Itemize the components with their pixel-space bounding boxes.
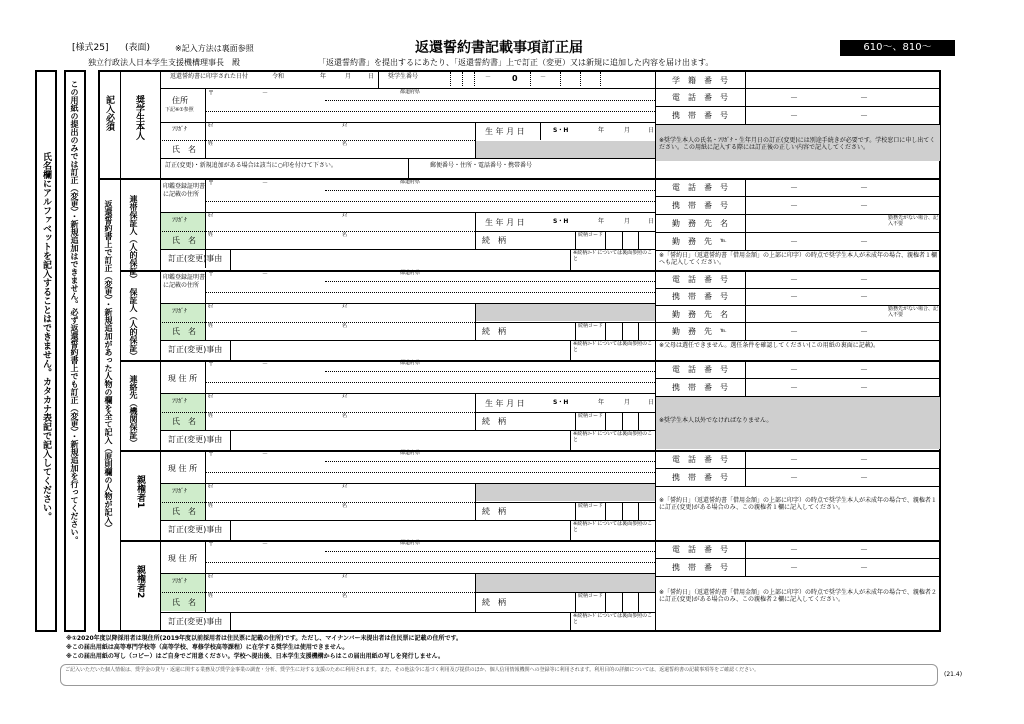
form-number: [様式25] <box>72 43 109 53</box>
relcode-label: 続柄コード <box>578 593 604 599</box>
sei-label: ｾｲ <box>208 304 214 310</box>
postal-mark: 〒 <box>208 90 215 97</box>
dash: － <box>860 237 868 246</box>
alphabet-note: 氏名欄にアルファベットを記入することはできません。カタカナ表記で記入してください。 <box>41 152 51 521</box>
work-note: 勤務先がない場合、記入不要 <box>888 306 939 318</box>
relcode-note: ※続柄ｺｰﾄﾞについては裏面参照のこと <box>573 341 653 353</box>
dash: － <box>262 271 269 278</box>
dash: － <box>790 545 798 554</box>
postal-mark: 〒 <box>208 541 215 548</box>
family-label: 姓 <box>208 593 214 599</box>
sei-label: ｾｲ <box>208 213 214 219</box>
addressee: 独立行政法人日本学生支援機構理事長 殿 <box>88 58 240 67</box>
era-label: S・H <box>553 399 569 406</box>
day-label: 日 <box>368 73 375 80</box>
dash: － <box>860 563 868 572</box>
dash: － <box>790 93 798 102</box>
mobile-label: 携 帯 番 号 <box>672 292 728 301</box>
furigana-label: ﾌﾘｶﾞﾅ <box>172 308 188 315</box>
furigana-label: ﾌﾘｶﾞﾅ <box>172 488 188 495</box>
postal-mark: 〒 <box>208 271 215 278</box>
mobile-label: 携 帯 番 号 <box>672 201 728 210</box>
dash: － <box>262 451 269 458</box>
phone-label: 電 話 番 号 <box>672 183 728 192</box>
prefecture-label: 都道府県 <box>400 89 421 95</box>
dash: － <box>860 383 868 392</box>
phone-label: 電 話 番 号 <box>672 275 728 284</box>
name-label: 氏 名 <box>172 145 196 154</box>
prefecture-label: 都道府県 <box>400 179 421 185</box>
reason-label: 訂正(変更)事由 <box>168 345 223 354</box>
mobile-label: 携 帯 番 号 <box>672 383 728 392</box>
work-phone-label: 勤 務 先 <box>672 237 712 246</box>
relation-label: 続 柄 <box>482 598 506 607</box>
parent2-label: 親権者2 <box>135 565 145 599</box>
birth-label: 生 年 月 日 <box>485 127 525 136</box>
name-label: 氏 名 <box>172 327 196 336</box>
day-label: 日 <box>648 127 655 134</box>
given-label: 名 <box>342 593 348 599</box>
mei-label: ﾒｲ <box>342 574 348 580</box>
parent1-note: ※「誓約日」（返還誓約書「借用金額」の上部に印字）の時点で奨学生本人が未成年の場合で、親権者１に訂正(変更)がある場合のみ、この親権者１欄に記入してください。 <box>659 497 937 511</box>
form-code: 610～、810～ <box>840 40 955 56</box>
relcode-label: 続柄コード <box>578 232 604 238</box>
era-label: S・H <box>553 218 569 225</box>
tel-mark: ℡ <box>720 237 727 244</box>
dash: － <box>860 545 868 554</box>
sei-label: ｾｲ <box>208 484 214 490</box>
given-label: 名 <box>342 503 348 509</box>
student-label: 奨学生本人 <box>134 95 144 140</box>
prefecture-label: 都道府県 <box>400 360 421 366</box>
month-label: 月 <box>624 399 631 406</box>
relation-label: 続 柄 <box>482 507 506 516</box>
version-label: (21.4) <box>944 671 963 678</box>
relation-label: 続 柄 <box>482 327 506 336</box>
left-note-box <box>35 70 57 632</box>
relcode-note: ※続柄ｺｰﾄﾞについては裏面参照のこと <box>573 431 653 443</box>
dash: － <box>790 455 798 464</box>
name-label: 氏 名 <box>172 598 196 607</box>
family-label: 姓 <box>208 141 214 147</box>
change-note: 訂正(変更)・新規追加がある場合は該当に○印を付けて下さい。 <box>165 162 337 169</box>
relation-label: 続 柄 <box>482 236 506 245</box>
dash: － <box>790 383 798 392</box>
given-label: 名 <box>342 141 348 147</box>
phone-label: 電 話 番 号 <box>672 365 728 374</box>
address-label: 現 住 所 <box>168 374 198 383</box>
mobile-label: 携 帯 番 号 <box>672 111 728 120</box>
family-label: 姓 <box>208 503 214 509</box>
given-label: 名 <box>342 413 348 419</box>
required-label: 記入必須 <box>104 95 114 131</box>
dash: － <box>790 111 798 120</box>
prefecture-label: 都道府県 <box>400 540 421 546</box>
scholar-no-label: 奨学生番号 <box>388 73 419 80</box>
dash: － <box>790 292 798 301</box>
birth-label: 生 年 月 日 <box>485 399 525 408</box>
postal-mark: 〒 <box>208 180 215 187</box>
given-label: 名 <box>342 232 348 238</box>
change-items: 郵便番号・住所・電話番号・携帯番号 <box>430 162 533 169</box>
dash: － <box>860 201 868 210</box>
address-sub-label: 下記※①参照 <box>165 107 194 113</box>
print-date-label: 返還誓約書に印字された日付 <box>170 73 249 80</box>
month-label: 月 <box>345 73 352 80</box>
reason-label: 訂正(変更)事由 <box>168 617 223 626</box>
address-label: 住所 <box>172 96 188 105</box>
dash: － <box>262 541 269 548</box>
reason-label: 訂正(変更)事由 <box>168 254 223 263</box>
work-label: 勤 務 先 名 <box>672 310 728 319</box>
year-label: 年 <box>598 218 605 225</box>
privacy-text: ご記入いただいた個人情報は、奨学金の貸与・返還に関する業務及び奨学金事業の調査・分析、奨学生に対する支援のために利用されます。また、その他法令に基づく利用及び提供のほか、個人信用情報機関への登録等に利用されます。利用目的の詳細については、返還誓約書の記載事項等をご確認ください。 <box>65 667 760 673</box>
dash: － <box>790 183 798 192</box>
sei-label: ｾｲ <box>208 394 214 400</box>
mei-label: ﾒｲ <box>342 484 348 490</box>
tel-mark: ℡ <box>720 327 727 334</box>
relcode-label: 続柄コード <box>578 413 604 419</box>
work-phone-label: 勤 務 先 <box>672 327 712 336</box>
work-note: 勤務先がない場合、記入不要 <box>888 215 939 227</box>
mei-label: ﾒｲ <box>342 394 348 400</box>
joint-guarantor-label: 連帯保証人（人的保証） <box>129 195 138 283</box>
submit-note: この用紙の提出のみでは訂正（変更）・新規追加はできません。必ず返還誓約書上でも訂正（変更）・新規追加を行ってください。 <box>70 80 79 544</box>
family-label: 姓 <box>208 232 214 238</box>
dash: － <box>860 111 868 120</box>
guarantor-note: ※父母は選任できません。選任条件を確認してください(この用紙の裏面に記載)。 <box>659 342 880 349</box>
scholar-number-field[interactable] <box>440 72 655 86</box>
work-label: 勤 務 先 名 <box>672 219 728 228</box>
month-label: 月 <box>624 127 631 134</box>
contact-note: ※奨学生本人以外でなければなりません。 <box>659 417 773 424</box>
relcode-note: ※続柄ｺｰﾄﾞについては裏面参照のこと <box>573 613 653 625</box>
parent1-label: 親権者1 <box>135 475 145 509</box>
mei-label: ﾒｲ <box>342 304 348 310</box>
birth-label: 生 年 月 日 <box>485 218 525 227</box>
relcode-label: 続柄コード <box>578 323 604 329</box>
dash: － <box>485 74 492 81</box>
dash: － <box>790 275 798 284</box>
dash: － <box>860 292 868 301</box>
relcode-note: ※続柄ｺｰﾄﾞについては裏面参照のこと <box>573 521 653 533</box>
seal-address-label: 印鑑登録証明書に記載の住所 <box>163 274 206 289</box>
footer-note-1: ※①2020年度以降採用者は現住所(2019年度以前採用者は住民票に記載の住所)です。ただし、マイナンバー未提出者は住民票に記載の住所です。 <box>66 635 462 642</box>
phone-label: 電 話 番 号 <box>672 455 728 464</box>
family-label: 姓 <box>208 323 214 329</box>
era-label: S・H <box>553 127 569 134</box>
lead-text: 「返還誓約書」を提出するにあたり、「返還誓約書」上で訂正（変更）又は新規に追加した内容を届け出ます。 <box>318 58 714 67</box>
postal-mark: 〒 <box>208 361 215 368</box>
mobile-label: 携 帯 番 号 <box>672 473 728 482</box>
all-persons-label: 返還誓約書上で訂正（変更）・新規追加があった人物の欄を全て記入（原則欄の人物が記入） <box>104 200 113 532</box>
family-label: 姓 <box>208 413 214 419</box>
reason-label: 訂正(変更)事由 <box>168 435 223 444</box>
instructions-note: ※記入方法は裏面参照 <box>175 44 254 53</box>
given-label: 名 <box>342 323 348 329</box>
reiwa-label: 令和 <box>272 73 285 80</box>
page-title: 返還誓約書記載事項訂正届 <box>415 40 583 56</box>
reason-label: 訂正(変更)事由 <box>168 525 223 534</box>
dash: － <box>790 563 798 572</box>
dash: － <box>790 473 798 482</box>
dash: － <box>540 74 547 81</box>
year-label: 年 <box>598 127 605 134</box>
phone-label: 電 話 番 号 <box>672 93 728 102</box>
footer-note-2: ※この届出用紙は高等専門学校等（高等学校、専修学校高等課程）に在学する奨学生は使用できません。 <box>66 644 349 651</box>
furigana-label: ﾌﾘｶﾞﾅ <box>172 398 188 405</box>
school-no-label: 学 籍 番 号 <box>672 76 728 85</box>
furigana-label: ﾌﾘｶﾞﾅ <box>172 578 188 585</box>
dash: － <box>860 327 868 336</box>
side-label: (表面) <box>125 43 151 53</box>
relation-label: 続 柄 <box>482 417 506 426</box>
address-label: 現 住 所 <box>168 464 198 473</box>
name-label: 氏 名 <box>172 236 196 245</box>
mei-label: ﾒｲ <box>342 123 348 129</box>
dash: － <box>860 183 868 192</box>
year-label: 年 <box>320 73 327 80</box>
day-label: 日 <box>648 399 655 406</box>
address-label: 現 住 所 <box>168 554 198 563</box>
zero-digit: 0 <box>512 74 518 83</box>
relcode-label: 続柄コード <box>578 503 604 509</box>
postal-mark: 〒 <box>208 451 215 458</box>
furigana-label: ﾌﾘｶﾞﾅ <box>172 126 188 133</box>
student-address-field[interactable] <box>206 89 655 122</box>
dash: － <box>860 365 868 374</box>
dash: － <box>860 275 868 284</box>
sei-label: ｾｲ <box>208 123 214 129</box>
dash: － <box>860 93 868 102</box>
student-warning: ※奨学生本人の氏名・ﾌﾘｶﾞﾅ・生年月日の訂正(変更)には別途手続きが必要です。学校窓口に申し出てください。この用紙に記入する際には訂正後の正しい内容で記入してください。 <box>659 137 936 151</box>
dash: － <box>860 473 868 482</box>
month-label: 月 <box>624 218 631 225</box>
seal-address-label: 印鑑登録証明書に記載の住所 <box>163 183 206 198</box>
privacy-box <box>60 664 938 686</box>
dash: － <box>860 455 868 464</box>
mobile-label: 携 帯 番 号 <box>672 563 728 572</box>
prefecture-label: 都道府県 <box>400 450 421 456</box>
mei-label: ﾒｲ <box>342 213 348 219</box>
dash: － <box>262 361 269 368</box>
furigana-label: ﾌﾘｶﾞﾅ <box>172 217 188 224</box>
inner-note-box <box>64 70 86 632</box>
dash: － <box>790 237 798 246</box>
dash: － <box>790 365 798 374</box>
name-label: 氏 名 <box>172 507 196 516</box>
name-label: 氏 名 <box>172 417 196 426</box>
footer-note-3: ※この届出用紙の写し（コピー）はご自身でご用意ください。学校へ提出後、日本学生支援機構からはこの届出用紙の写しを発行しません。 <box>66 653 444 660</box>
dash: － <box>262 180 269 187</box>
relcode-note: ※続柄ｺｰﾄﾞについては裏面参照のこと <box>573 250 653 262</box>
dash: － <box>790 327 798 336</box>
joint-note: ※「誓約日」（返還誓約書「借用金額」の上部に印字）の時点で奨学生本人が未成年の場合、親権者１欄へも記入してください。 <box>659 252 938 266</box>
prefecture-label: 都道府県 <box>400 270 421 276</box>
guarantor-label: 保証人（人的保証） <box>129 288 138 360</box>
sei-label: ｾｲ <box>208 574 214 580</box>
parent2-note: ※「誓約日」（返還誓約書「借用金額」の上部に印字）の時点で奨学生本人が未成年の場合で、親権者２に訂正(変更)がある場合のみ、この親権者２欄に記入してください。 <box>659 589 937 603</box>
year-label: 年 <box>598 399 605 406</box>
dash: － <box>790 201 798 210</box>
phone-label: 電 話 番 号 <box>672 545 728 554</box>
dash: － <box>262 90 269 97</box>
contact-label: 連絡先（機関保証） <box>129 375 138 447</box>
day-label: 日 <box>648 218 655 225</box>
